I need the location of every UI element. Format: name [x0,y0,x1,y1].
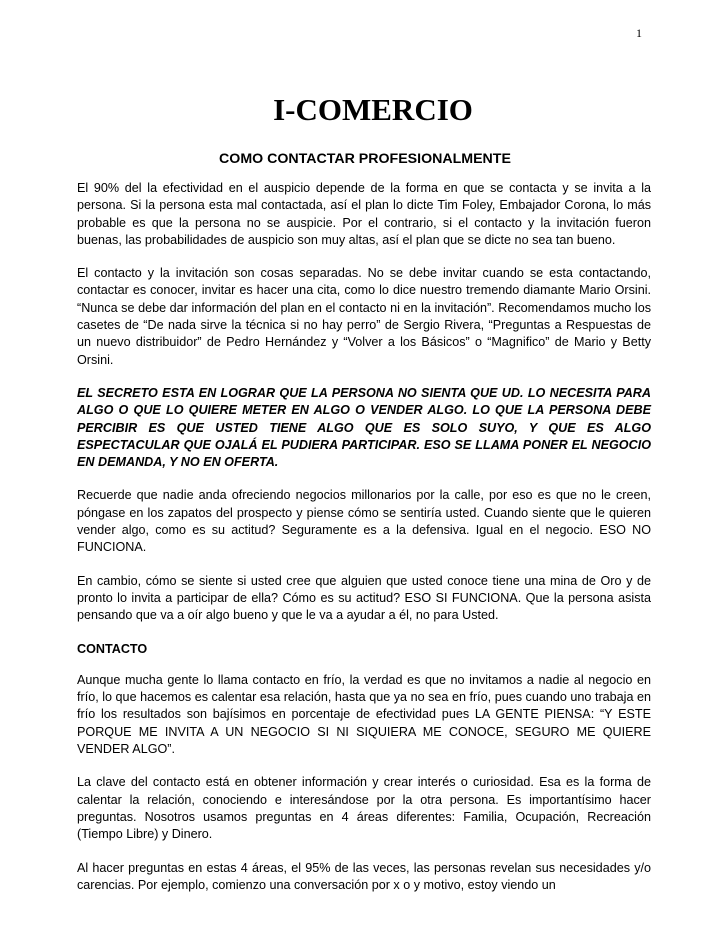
page-number: 1 [636,26,642,40]
document-title: I-COMERCIO [273,92,473,127]
paragraph-contacto-frio: Aunque mucha gente lo llama contacto en frío, la verdad es que no invitamos a nadie al negocio en frío, lo que hacemos es calentar esa relación, hasta que ya no sea en frío, pues cuando uno trabaja en frío los resultados son bajísimos en porcentaje de efectividad pues LA GENTE PIENSA: “Y ESTE PORQUE ME INVITA A UN NEGOCIO SI NI SIQUIERA ME CONOCE, SEGURO ME QUIERE VENDER ALGO”. [77,672,651,757]
paragraph-preguntas-areas: Al hacer preguntas en estas 4 áreas, el 95% de las veces, las personas revelan sus necesidades y/o carencias. Por ejemplo, comienzo una conversación por x o y motivo, estoy viendo un [77,860,651,892]
document-subtitle: COMO CONTACTAR PROFESIONALMENTE [219,151,511,167]
paragraph-efectividad: El 90% del la efectividad en el auspicio depende de la forma en que se contacta y se invita a la persona. Si la persona esta mal contactada, así el plan lo dicte Tim Foley, Embajador Corona, lo más probable es que la persona no se auspicie. Por el contrario, si el contacto y la invitación fueron buenas, las probabilidades de auspicio son muy altas, así el plan que se dicte no sea tan bueno. [77,181,651,247]
paragraph-contacto-invitacion: El contacto y la invitación son cosas separadas. No se debe invitar cuando se esta contactando, contactar es conocer, invitar es hacer una cita, como lo dice nuestro tremendo diamante Mario Orsini. “Nunca se debe dar información del plan en el contacto ni en la invitación”. Recomendamos mucho los casetes de “De nada sirve la técnica si no hay perro” de Sergio Rivera, “Preguntas a Respuestas de un nuevo distribuidor” de Pedro Hernández y “Volver a los Básicos” o “Magnifico” de Mario y Betty Orsini. [77,266,651,367]
paragraph-recuerde: Recuerde que nadie anda ofreciendo negocios millonarios por la calle, por eso es que no le creen, póngase en los zapatos del prospecto y piense cómo se sentiría usted. Cuando siente que le quieren vender algo, como es su actitud? Seguramente es a la defensiva. Igual en el negocio. ESO NO FUNCIONA. [77,488,651,555]
document-body [77,180,651,910]
section-heading-contacto: CONTACTO [77,641,148,656]
paragraph-en-cambio: En cambio, cómo se siente si usted cree que alguien que usted conoce tiene una mina de Oro y de pronto lo invita a participar de ella? Cómo es su actitud? ESO SI FUNCIONA. Que la persona asista pensando que va a oír algo bueno y que le va a ayudar a él, no para Usted. [77,573,651,623]
paragraph-secreto: EL SECRETO ESTA EN LOGRAR QUE LA PERSONA NO SIENTA QUE UD. LO NECESITA PARA ALGO O QUE LO QUIERE METER EN ALGO O VENDER ALGO. LO QUE LA PERSONA DEBE PERCIBIR ES QUE USTED TIENE ALGO QUE ES SOLO SUYO, Y QUE ES ALGO ESPECTACULAR QUE OJALÁ EL PUDIERA PARTICIPAR. ESO SE LLAMA PONER EL NEGOCIO EN DEMANDA, Y NO EN OFERTA. [77,385,651,470]
paragraph-clave-contacto: La clave del contacto está en obtener información y crear interés o curiosidad. Esa es la forma de calentar la relación, conociendo e interesándose por la otra persona. Es importantísimo hacer preguntas. Nosotros usamos preguntas en 4 áreas diferentes: Familia, Ocupación, Recreación (Tiempo Libre) y Dinero. [77,775,651,842]
